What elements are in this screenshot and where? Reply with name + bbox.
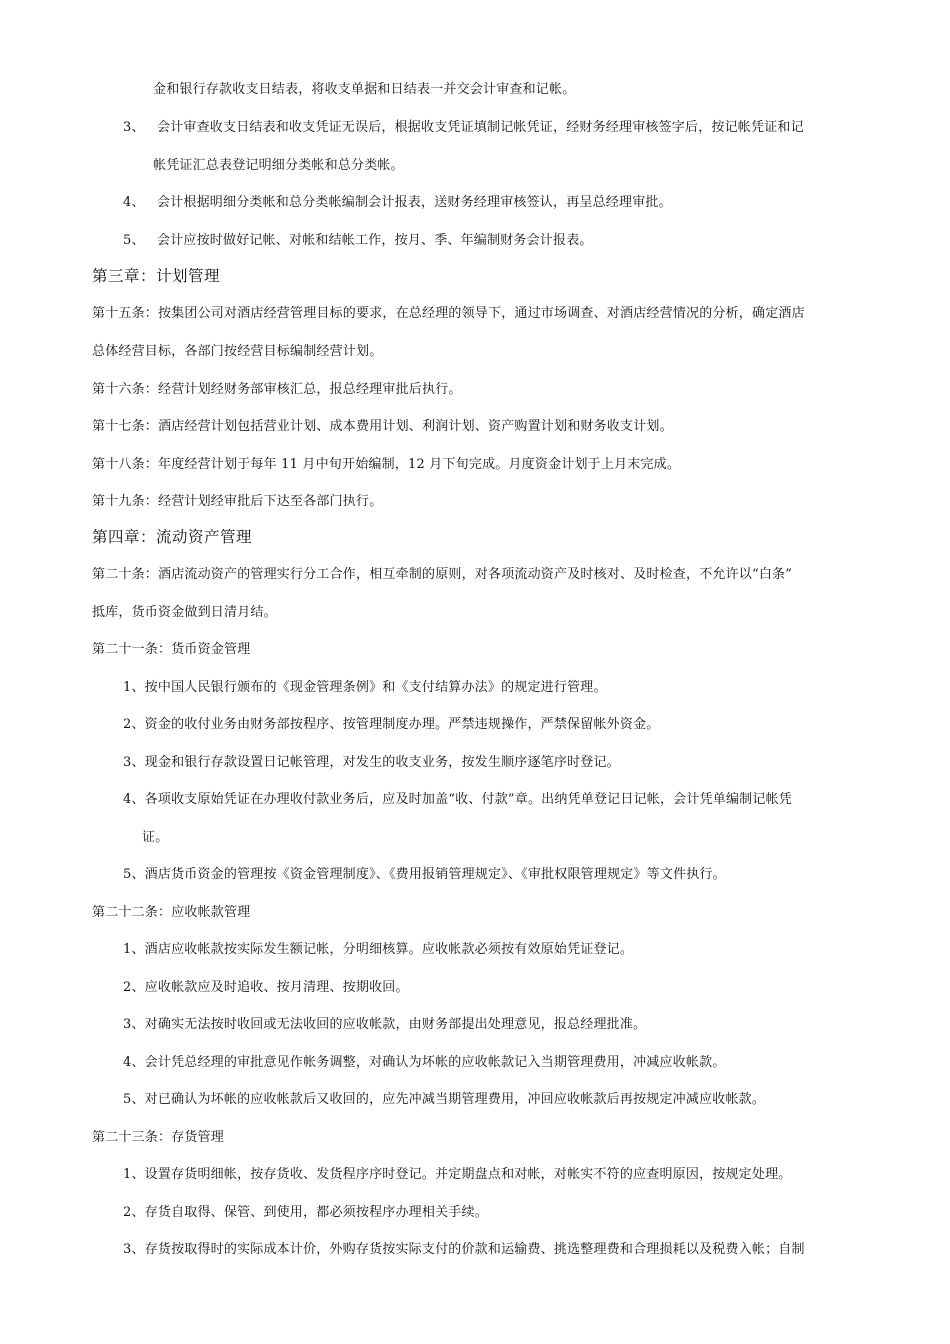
article-21-item: 2、资金的收付业务由财务部按程序、按管理制度办理。严禁违规操作，严禁保留帐外资金。 xyxy=(123,717,660,732)
item-number: 5、 xyxy=(123,233,145,248)
chapter-3-title: 第三章：计划管理 xyxy=(92,267,221,285)
article-21-title: 第二十一条：货币资金管理 xyxy=(92,642,251,657)
article-23-item: 1、设置存货明细帐，按存货收、发货程序序时登记。并定期盘点和对帐，对帐实不符的应查明原因，按规定处理。 xyxy=(123,1167,792,1182)
article-21-item-continuation: 证。 xyxy=(142,830,169,845)
procedure-item-3 xyxy=(123,119,804,137)
article-17: 第十七条：酒店经营计划包括营业计划、成本费用计划、利润计划、资产购置计划和财务收支计划。 xyxy=(92,419,673,434)
article-21-item: 4、各项收支原始凭证在办理收付款业务后，应及时加盖“收、付款”章。出纳凭单登记日记帐，会计凭单编制记帐凭 xyxy=(123,792,792,807)
chapter-4-title: 第四章：流动资产管理 xyxy=(92,528,253,546)
item-text: 会计审查收支日结表和收支凭证无误后，根据收支凭证填制记帐凭证，经财务经理审核签字后，按记帐凭证和记 xyxy=(157,120,804,135)
article-22-title: 第二十二条：应收帐款管理 xyxy=(92,905,251,920)
article-22-item: 2、应收帐款应及时追收、按月清理、按期收回。 xyxy=(123,980,409,995)
article-23-title: 第二十三条：存货管理 xyxy=(92,1130,225,1145)
article-23-item: 3、存货按取得时的实际成本计价，外购存货按实际支付的价款和运输费、挑选整理费和合理损耗以及税费入帐；自制 xyxy=(123,1242,805,1257)
article-15-line-2: 总体经营目标，各部门按经营目标编制经营计划。 xyxy=(92,344,383,359)
article-21-item: 5、酒店货币资金的管理按《资金管理制度》、《费用报销管理规定》、《审批权限管理规定》等文件执行。 xyxy=(123,867,726,882)
procedure-item-4 xyxy=(123,194,672,212)
item-text: 会计应按时做好记帐、对帐和结帐工作，按月、季、年编制财务会计报表。 xyxy=(157,233,593,248)
article-18: 第十八条：年度经营计划于每年 11 月中旬开始编制，12 月下旬完成。月度资金计划于上月末完成。 xyxy=(92,457,681,472)
item-number: 3、 xyxy=(123,120,145,135)
procedure-item-5 xyxy=(123,232,593,250)
article-20-line-1: 第二十条：酒店流动资产的管理实行分工合作，相互牵制的原则，对各项流动资产及时核对、及时检查，不允许以“白条” xyxy=(92,567,793,582)
article-15-line-1: 第十五条：按集团公司对酒店经营管理目标的要求，在总经理的领导下，通过市场调查、对酒店经营情况的分析，确定酒店 xyxy=(92,306,805,321)
article-21-item: 3、现金和银行存款设置日记帐管理，对发生的收支业务，按发生顺序逐笔序时登记。 xyxy=(123,755,620,770)
article-22-item: 5、对已确认为坏帐的应收帐款后又收回的，应先冲减当期管理费用，冲回应收帐款后再按规定冲减应收帐款。 xyxy=(123,1092,766,1107)
procedure-item-3-continuation: 帐凭证汇总表登记明细分类帐和总分类帐。 xyxy=(153,158,404,173)
article-20-line-2: 抵库，货币资金做到日清月结。 xyxy=(92,605,277,620)
article-23-item: 2、存货自取得、保管、到使用，都必须按程序办理相关手续。 xyxy=(123,1205,488,1220)
article-22-item: 4、会计凭总经理的审批意见作帐务调整，对确认为坏帐的应收帐款记入当期管理费用，冲减应收帐款。 xyxy=(123,1055,726,1070)
article-22-item: 3、对确实无法按时收回或无法收回的应收帐款，由财务部提出处理意见，报总经理批准。 xyxy=(123,1017,647,1032)
article-22-item: 1、酒店应收帐款按实际发生额记帐，分明细核算。应收帐款必须按有效原始凭证登记。 xyxy=(123,942,634,957)
article-21-item: 1、按中国人民银行颁布的《现金管理条例》和《支付结算办法》的规定进行管理。 xyxy=(123,680,607,695)
procedure-continuation: 金和银行存款收支日结表，将收支单据和日结表一并交会计审查和记帐。 xyxy=(153,82,576,97)
item-number: 4、 xyxy=(123,195,145,210)
item-text: 会计根据明细分类帐和总分类帐编制会计报表，送财务经理审核签认，再呈总经理审批。 xyxy=(157,195,672,210)
article-16: 第十六条：经营计划经财务部审核汇总，报总经理审批后执行。 xyxy=(92,382,462,397)
article-19: 第十九条：经营计划经审批后下达至各部门执行。 xyxy=(92,494,383,509)
